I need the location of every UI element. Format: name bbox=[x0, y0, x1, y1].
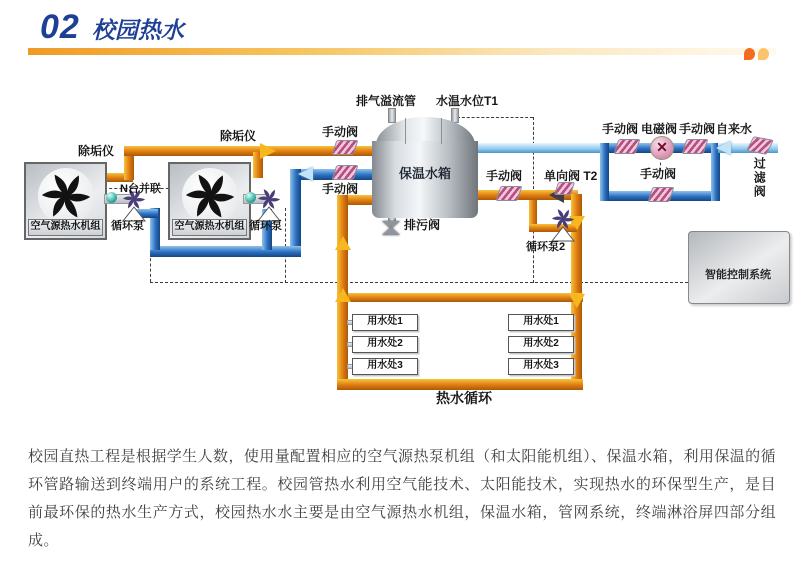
flow-arrow-up bbox=[335, 288, 351, 302]
pipe-tap-bypass-left bbox=[600, 143, 609, 201]
pipe-loop-bottom bbox=[337, 379, 583, 390]
flow-arrow-up bbox=[335, 236, 351, 250]
valve-label: 手动阀 bbox=[640, 167, 677, 181]
fan-icon bbox=[186, 172, 234, 220]
fan-housing bbox=[182, 168, 238, 224]
heat-pump-unit-1 bbox=[24, 162, 107, 240]
drain-valve-icon bbox=[382, 227, 400, 235]
valve-label: 电磁阀 bbox=[641, 122, 678, 136]
pipe-loop-top bbox=[337, 293, 583, 302]
valve-label: 手动阀 bbox=[322, 182, 359, 196]
section-title: 校园热水 bbox=[91, 17, 184, 43]
water-point-box: 用水处3 bbox=[508, 358, 574, 375]
descaler-label: 除垢仪 bbox=[78, 144, 115, 158]
control-wire bbox=[150, 282, 688, 283]
section-number: 02 bbox=[40, 8, 80, 46]
body-paragraph: 校园直热工程是根据学生人数，使用量配置相应的空气源热泵机组（和太阳能机组）、保温水箱，利用保温的循环管路输送到终端用户的系统工程。校园管热水利用空气能技术、太阳能技术，实现热水的环保型生产，是目前最环保的热水生产方式，校园热水水主要是由空气源热水机组，保温水箱，管网系统，终端淋浴屏四部分组成。 bbox=[28, 448, 776, 549]
pipe-return bbox=[150, 246, 301, 257]
temp-sensor-label: 水温水位T1 bbox=[436, 94, 499, 108]
flow-arrow-left bbox=[716, 141, 731, 155]
valve-label: 手动阀 bbox=[679, 122, 716, 136]
flow-arrow-right bbox=[260, 143, 276, 159]
fan-housing bbox=[38, 168, 94, 224]
valve-label: 手动阀 bbox=[486, 169, 523, 183]
vent-pipe-stub bbox=[388, 108, 396, 123]
tank-dome-rib bbox=[441, 118, 442, 144]
flow-arrow-down bbox=[569, 294, 585, 308]
tap-water-label: 自来水 bbox=[716, 122, 753, 136]
page-title bbox=[40, 8, 184, 47]
pump-label: 循环泵 bbox=[249, 220, 282, 232]
flow-arrow-left bbox=[298, 167, 313, 181]
pump-label: 循环泵2 bbox=[526, 241, 566, 253]
unit-label: 空气源热水机组 bbox=[28, 219, 103, 236]
water-point-box: 用水处2 bbox=[508, 336, 574, 353]
drain-valve-label: 排污阀 bbox=[404, 218, 441, 232]
control-system-label: 智能控制系统 bbox=[705, 269, 771, 281]
solenoid-valve-icon bbox=[650, 136, 674, 160]
quote-icon bbox=[744, 48, 755, 60]
valve-label: 手动阀 bbox=[602, 122, 639, 136]
parallel-note: N台并联 bbox=[120, 183, 161, 195]
fan-icon bbox=[42, 172, 90, 220]
heat-pump-unit-2 bbox=[168, 162, 251, 240]
water-point-box: 用水处2 bbox=[352, 336, 418, 353]
pump-icon bbox=[552, 208, 574, 230]
water-point-box: 用水处1 bbox=[508, 314, 574, 331]
vent-pipe-label: 排气溢流管 bbox=[356, 94, 417, 108]
pump-icon bbox=[258, 188, 280, 210]
title-underline bbox=[28, 48, 776, 55]
sensor-wire-t1 bbox=[457, 117, 533, 118]
water-point-box: 用水处1 bbox=[352, 314, 418, 331]
unit-label: 空气源热水机组 bbox=[172, 219, 247, 236]
filter-valve-label: 过滤阀 bbox=[752, 157, 767, 199]
descaler-label: 除垢仪 bbox=[220, 129, 257, 143]
check-valve-label: 单向阀 T2 bbox=[544, 169, 598, 183]
connector-valve-icon bbox=[106, 192, 117, 203]
tank-label: 保温水箱 bbox=[398, 166, 451, 181]
quote-icon bbox=[758, 48, 769, 60]
pipe-tap-water bbox=[478, 143, 606, 153]
tank-dome-rib bbox=[405, 118, 406, 144]
loop-title: 热水循环 bbox=[436, 390, 492, 406]
valve-label: 手动阀 bbox=[322, 125, 359, 139]
connector-valve-icon bbox=[245, 192, 256, 203]
pump-label: 循环泵 bbox=[111, 220, 144, 232]
pipe-return bbox=[290, 169, 301, 253]
water-point-box: 用水处3 bbox=[352, 358, 418, 375]
